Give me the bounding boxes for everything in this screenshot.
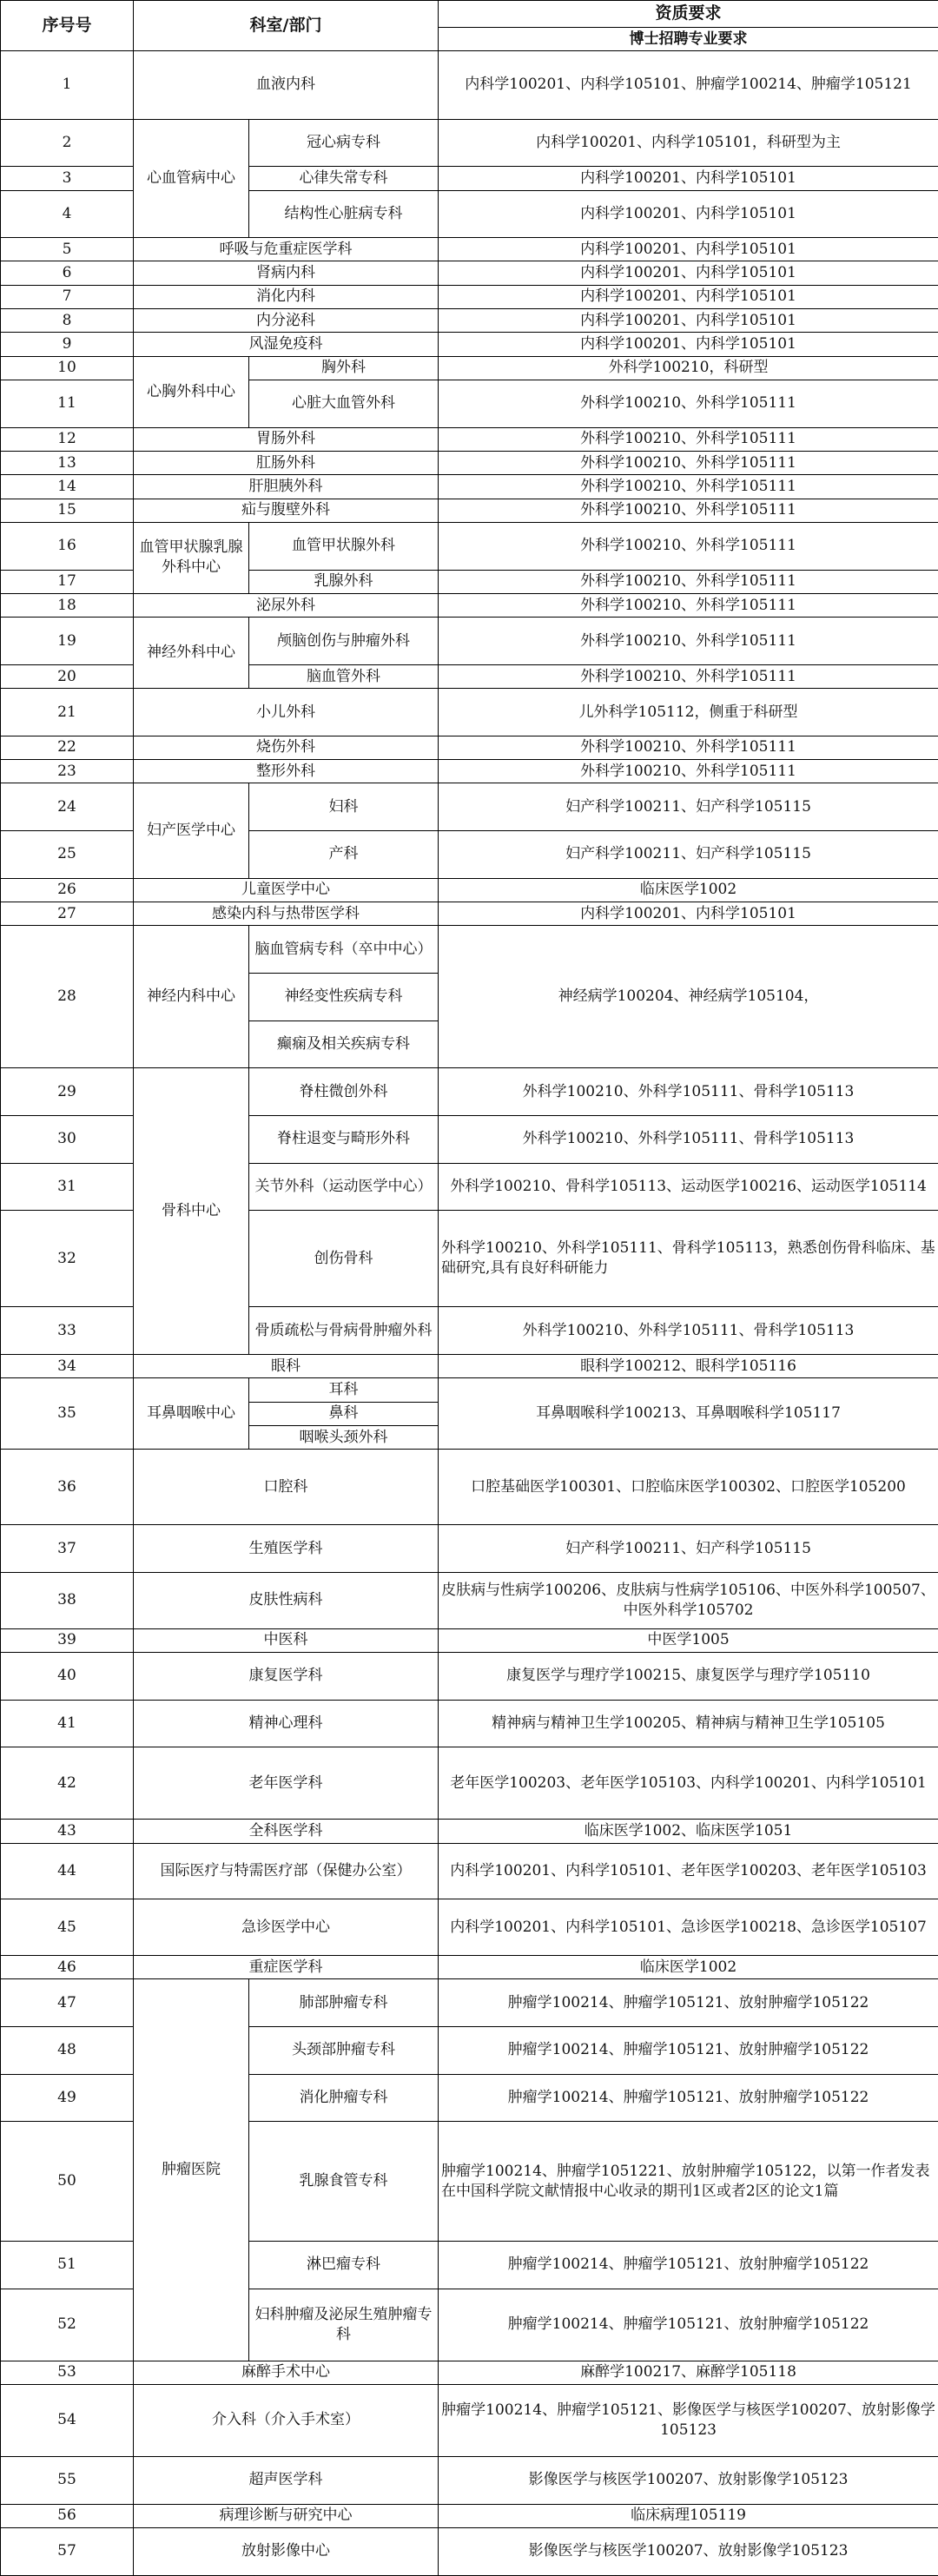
row-requirement: 内科学100201、内科学105101、急诊医学100218、急诊医学105107 — [439, 1899, 938, 1956]
row-dept: 泌尿外科 — [134, 593, 439, 617]
row-dept: 老年医学科 — [134, 1747, 439, 1820]
row-dept: 产科 — [249, 831, 439, 879]
row-dept: 中医科 — [134, 1628, 439, 1652]
row-requirement: 内科学100201、内科学105101 — [439, 190, 938, 238]
row-seq: 26 — [1, 878, 134, 902]
row-requirement: 肿瘤学100214、肿瘤学105121、放射肿瘤学105122 — [439, 2027, 938, 2075]
row-seq: 5 — [1, 238, 134, 261]
row-requirement: 外科学100210、外科学105111 — [439, 760, 938, 783]
row-seq: 24 — [1, 783, 134, 831]
row-seq: 52 — [1, 2289, 134, 2361]
row-dept: 小儿外科 — [134, 689, 439, 736]
row-seq: 53 — [1, 2361, 134, 2384]
row-dept: 脑血管外科 — [249, 664, 439, 688]
row-group: 血管甲状腺乳腺外科中心 — [134, 522, 249, 593]
row-requirement: 外科学100210，科研型 — [439, 356, 938, 380]
row-dept: 内分泌科 — [134, 309, 439, 333]
row-seq: 23 — [1, 760, 134, 783]
row-requirement: 影像医学与核医学100207、放射影像学105123 — [439, 2527, 938, 2575]
row-dept: 放射影像中心 — [134, 2527, 439, 2575]
header-seq: 序号号 — [1, 1, 134, 51]
row-dept: 介入科（介入手术室） — [134, 2384, 439, 2456]
row-seq: 18 — [1, 593, 134, 617]
row-requirement: 临床病理105119 — [439, 2504, 938, 2527]
row-requirement: 肿瘤学100214、肿瘤学105121、放射肿瘤学105122 — [439, 2289, 938, 2361]
row-dept: 生殖医学科 — [134, 1525, 439, 1573]
row-seq: 6 — [1, 261, 134, 285]
row-seq: 50 — [1, 2122, 134, 2242]
row-seq: 46 — [1, 1956, 134, 1979]
row-seq: 34 — [1, 1355, 134, 1378]
row-requirement: 外科学100210、外科学105111 — [439, 522, 938, 570]
row-requirement: 口腔基础医学100301、口腔临床医学100302、口腔医学105200 — [439, 1450, 938, 1525]
row-requirement: 内科学100201、内科学105101、肿瘤学100214、肿瘤学105121 — [439, 50, 938, 119]
row-seq: 57 — [1, 2527, 134, 2575]
row-seq: 32 — [1, 1211, 134, 1307]
row-seq: 27 — [1, 902, 134, 926]
row-requirement: 内科学100201、内科学105101 — [439, 167, 938, 190]
row-dept: 关节外科（运动医学中心） — [249, 1163, 439, 1211]
row-dept: 烧伤外科 — [134, 736, 439, 759]
row-group: 妇产医学中心 — [134, 783, 249, 878]
row-dept: 疝与腹壁外科 — [134, 499, 439, 522]
row-dept: 头颈部肿瘤专科 — [249, 2027, 439, 2075]
row-seq: 4 — [1, 190, 134, 238]
row-dept: 精神心理科 — [134, 1700, 439, 1747]
row-requirement: 肿瘤学100214、肿瘤学1051221、放射肿瘤学105122，以第一作者发表在中国科学院文献情报中心收录的期刊1区或者2区的论文1篇 — [439, 2122, 938, 2242]
row-seq: 14 — [1, 475, 134, 499]
row-dept: 整形外科 — [134, 760, 439, 783]
row-seq: 43 — [1, 1820, 134, 1843]
row-seq: 55 — [1, 2456, 134, 2504]
row-seq: 13 — [1, 452, 134, 475]
row-group: 神经外科中心 — [134, 618, 249, 689]
row-dept: 胃肠外科 — [134, 427, 439, 451]
row-seq: 30 — [1, 1115, 134, 1163]
row-requirement: 外科学100210、外科学105111 — [439, 618, 938, 665]
row-group: 神经内科中心 — [134, 926, 249, 1068]
row-requirement: 内科学100201、内科学105101 — [439, 238, 938, 261]
row-seq: 54 — [1, 2384, 134, 2456]
row-requirement: 内科学100201、内科学105101 — [439, 902, 938, 926]
row-seq: 47 — [1, 1979, 134, 2027]
row-requirement: 皮肤病与性病学100206、皮肤病与性病学105106、中医外科学100507、中医外科学105702 — [439, 1573, 938, 1629]
row-requirement: 耳鼻咽喉科学100213、耳鼻咽喉科学105117 — [439, 1378, 938, 1450]
row-seq: 3 — [1, 167, 134, 190]
row-requirement: 精神病与精神卫生学100205、精神病与精神卫生学105105 — [439, 1700, 938, 1747]
row-requirement: 外科学100210、外科学105111 — [439, 380, 938, 428]
row-dept: 妇科肿瘤及泌尿生殖肿瘤专科 — [249, 2289, 439, 2361]
row-dept: 皮肤性病科 — [134, 1573, 439, 1629]
row-dept: 鼻科 — [249, 1402, 439, 1425]
row-dept: 口腔科 — [134, 1450, 439, 1525]
row-seq: 41 — [1, 1700, 134, 1747]
row-seq: 22 — [1, 736, 134, 759]
row-dept: 冠心病专科 — [249, 119, 439, 167]
row-dept: 耳科 — [249, 1378, 439, 1402]
row-seq: 56 — [1, 2504, 134, 2527]
row-dept: 骨质疏松与骨病骨肿瘤外科 — [249, 1307, 439, 1355]
row-requirement: 中医学1005 — [439, 1628, 938, 1652]
row-requirement: 外科学100210、外科学105111 — [439, 475, 938, 499]
row-seq: 19 — [1, 618, 134, 665]
row-dept: 脊柱退变与畸形外科 — [249, 1115, 439, 1163]
row-dept: 血管甲状腺外科 — [249, 522, 439, 570]
row-requirement: 外科学100210、外科学105111、骨科学105113，熟悉创伤骨科临床、基础研究,具有良好科研能力 — [439, 1211, 938, 1307]
row-requirement: 康复医学与理疗学100215、康复医学与理疗学105110 — [439, 1653, 938, 1701]
row-dept: 肛肠外科 — [134, 452, 439, 475]
row-dept: 超声医学科 — [134, 2456, 439, 2504]
header-phd-requirement: 博士招聘专业要求 — [439, 28, 938, 50]
row-dept: 呼吸与危重症医学科 — [134, 238, 439, 261]
row-seq: 45 — [1, 1899, 134, 1956]
row-requirement: 神经病学100204、神经病学105104， — [439, 926, 938, 1068]
row-requirement: 肿瘤学100214、肿瘤学105121、放射肿瘤学105122 — [439, 2242, 938, 2289]
row-dept: 血液内科 — [134, 50, 439, 119]
row-dept: 脑血管病专科（卒中中心） — [249, 926, 439, 974]
row-seq: 16 — [1, 522, 134, 570]
row-group: 心胸外科中心 — [134, 356, 249, 427]
row-seq: 39 — [1, 1628, 134, 1652]
row-requirement: 临床医学1002 — [439, 878, 938, 902]
row-dept: 风湿免疫科 — [134, 333, 439, 356]
row-dept: 消化内科 — [134, 285, 439, 308]
row-seq: 1 — [1, 50, 134, 119]
row-requirement: 外科学100210、外科学105111、骨科学105113 — [439, 1307, 938, 1355]
row-dept: 国际医疗与特需医疗部（保健办公室） — [134, 1843, 439, 1899]
row-seq: 7 — [1, 285, 134, 308]
row-seq: 2 — [1, 119, 134, 167]
row-seq: 29 — [1, 1068, 134, 1116]
row-requirement: 外科学100210、外科学105111、骨科学105113 — [439, 1068, 938, 1116]
row-dept: 消化肿瘤专科 — [249, 2074, 439, 2122]
row-requirement: 眼科学100212、眼科学105116 — [439, 1355, 938, 1378]
row-seq: 48 — [1, 2027, 134, 2075]
row-dept: 心脏大血管外科 — [249, 380, 439, 428]
row-dept: 肾病内科 — [134, 261, 439, 285]
row-dept: 感染内科与热带医学科 — [134, 902, 439, 926]
row-requirement: 临床医学1002、临床医学1051 — [439, 1820, 938, 1843]
row-requirement: 外科学100210、外科学105111、骨科学105113 — [439, 1115, 938, 1163]
row-requirement: 妇产科学100211、妇产科学105115 — [439, 783, 938, 831]
row-dept: 全科医学科 — [134, 1820, 439, 1843]
row-seq: 51 — [1, 2242, 134, 2289]
row-group: 心血管病中心 — [134, 119, 249, 238]
row-seq: 9 — [1, 333, 134, 356]
row-seq: 38 — [1, 1573, 134, 1629]
row-group: 肿瘤医院 — [134, 1979, 249, 2361]
row-requirement: 外科学100210、外科学105111 — [439, 452, 938, 475]
row-requirement: 内科学100201、内科学105101 — [439, 333, 938, 356]
row-dept: 康复医学科 — [134, 1653, 439, 1701]
row-dept: 心律失常专科 — [249, 167, 439, 190]
row-seq: 35 — [1, 1378, 134, 1450]
row-seq: 33 — [1, 1307, 134, 1355]
row-requirement: 外科学100210、骨科学105113、运动医学100216、运动医学105114 — [439, 1163, 938, 1211]
row-requirement: 内科学100201、内科学105101，科研型为主 — [439, 119, 938, 167]
row-requirement: 儿外科学105112，侧重于科研型 — [439, 689, 938, 736]
row-seq: 28 — [1, 926, 134, 1068]
row-group: 耳鼻咽喉中心 — [134, 1378, 249, 1450]
row-seq: 42 — [1, 1747, 134, 1820]
header-qualification: 资质要求 — [439, 1, 938, 28]
row-dept: 麻醉手术中心 — [134, 2361, 439, 2384]
row-dept: 结构性心脏病专科 — [249, 190, 439, 238]
row-requirement: 外科学100210、外科学105111 — [439, 736, 938, 759]
row-requirement: 内科学100201、内科学105101 — [439, 261, 938, 285]
row-requirement: 外科学100210、外科学105111 — [439, 570, 938, 593]
row-requirement: 外科学100210、外科学105111 — [439, 664, 938, 688]
row-requirement: 麻醉学100217、麻醉学105118 — [439, 2361, 938, 2384]
row-dept: 肺部肿瘤专科 — [249, 1979, 439, 2027]
row-dept: 重症医学科 — [134, 1956, 439, 1979]
row-dept: 癫痫及相关疾病专科 — [249, 1020, 439, 1068]
row-requirement: 妇产科学100211、妇产科学105115 — [439, 1525, 938, 1573]
row-requirement: 妇产科学100211、妇产科学105115 — [439, 831, 938, 879]
row-requirement: 肿瘤学100214、肿瘤学105121、影像医学与核医学100207、放射影像学105123 — [439, 2384, 938, 2456]
row-seq: 15 — [1, 499, 134, 522]
row-requirement: 外科学100210、外科学105111 — [439, 427, 938, 451]
row-requirement: 内科学100201、内科学105101 — [439, 285, 938, 308]
row-dept: 咽喉头颈外科 — [249, 1426, 439, 1450]
row-requirement: 外科学100210、外科学105111 — [439, 593, 938, 617]
row-requirement: 临床医学1002 — [439, 1956, 938, 1979]
row-seq: 20 — [1, 664, 134, 688]
row-dept: 脊柱微创外科 — [249, 1068, 439, 1116]
row-group: 骨科中心 — [134, 1068, 249, 1355]
row-dept: 创伤骨科 — [249, 1211, 439, 1307]
row-dept: 儿童医学中心 — [134, 878, 439, 902]
row-requirement: 内科学100201、内科学105101 — [439, 309, 938, 333]
row-seq: 36 — [1, 1450, 134, 1525]
row-dept: 颅脑创伤与肿瘤外科 — [249, 618, 439, 665]
row-dept: 神经变性疾病专科 — [249, 973, 439, 1020]
row-dept: 乳腺食管专科 — [249, 2122, 439, 2242]
row-dept: 胸外科 — [249, 356, 439, 380]
row-requirement: 肿瘤学100214、肿瘤学105121、放射肿瘤学105122 — [439, 1979, 938, 2027]
row-seq: 25 — [1, 831, 134, 879]
row-dept: 乳腺外科 — [249, 570, 439, 593]
row-seq: 40 — [1, 1653, 134, 1701]
row-requirement: 内科学100201、内科学105101、老年医学100203、老年医学105103 — [439, 1843, 938, 1899]
row-seq: 21 — [1, 689, 134, 736]
row-seq: 12 — [1, 427, 134, 451]
row-seq: 49 — [1, 2074, 134, 2122]
row-requirement: 肿瘤学100214、肿瘤学105121、放射肿瘤学105122 — [439, 2074, 938, 2122]
row-dept: 妇科 — [249, 783, 439, 831]
row-seq: 31 — [1, 1163, 134, 1211]
row-dept: 淋巴瘤专科 — [249, 2242, 439, 2289]
row-dept: 眼科 — [134, 1355, 439, 1378]
row-seq: 8 — [1, 309, 134, 333]
row-seq: 11 — [1, 380, 134, 428]
row-requirement: 老年医学100203、老年医学105103、内科学100201、内科学105101 — [439, 1747, 938, 1820]
row-seq: 37 — [1, 1525, 134, 1573]
row-dept: 急诊医学中心 — [134, 1899, 439, 1956]
row-requirement: 外科学100210、外科学105111 — [439, 499, 938, 522]
header-dept: 科室/部门 — [134, 1, 439, 51]
row-requirement: 影像医学与核医学100207、放射影像学105123 — [439, 2456, 938, 2504]
row-seq: 44 — [1, 1843, 134, 1899]
row-dept: 病理诊断与研究中心 — [134, 2504, 439, 2527]
row-seq: 10 — [1, 356, 134, 380]
row-dept: 肝胆胰外科 — [134, 475, 439, 499]
row-seq: 17 — [1, 570, 134, 593]
